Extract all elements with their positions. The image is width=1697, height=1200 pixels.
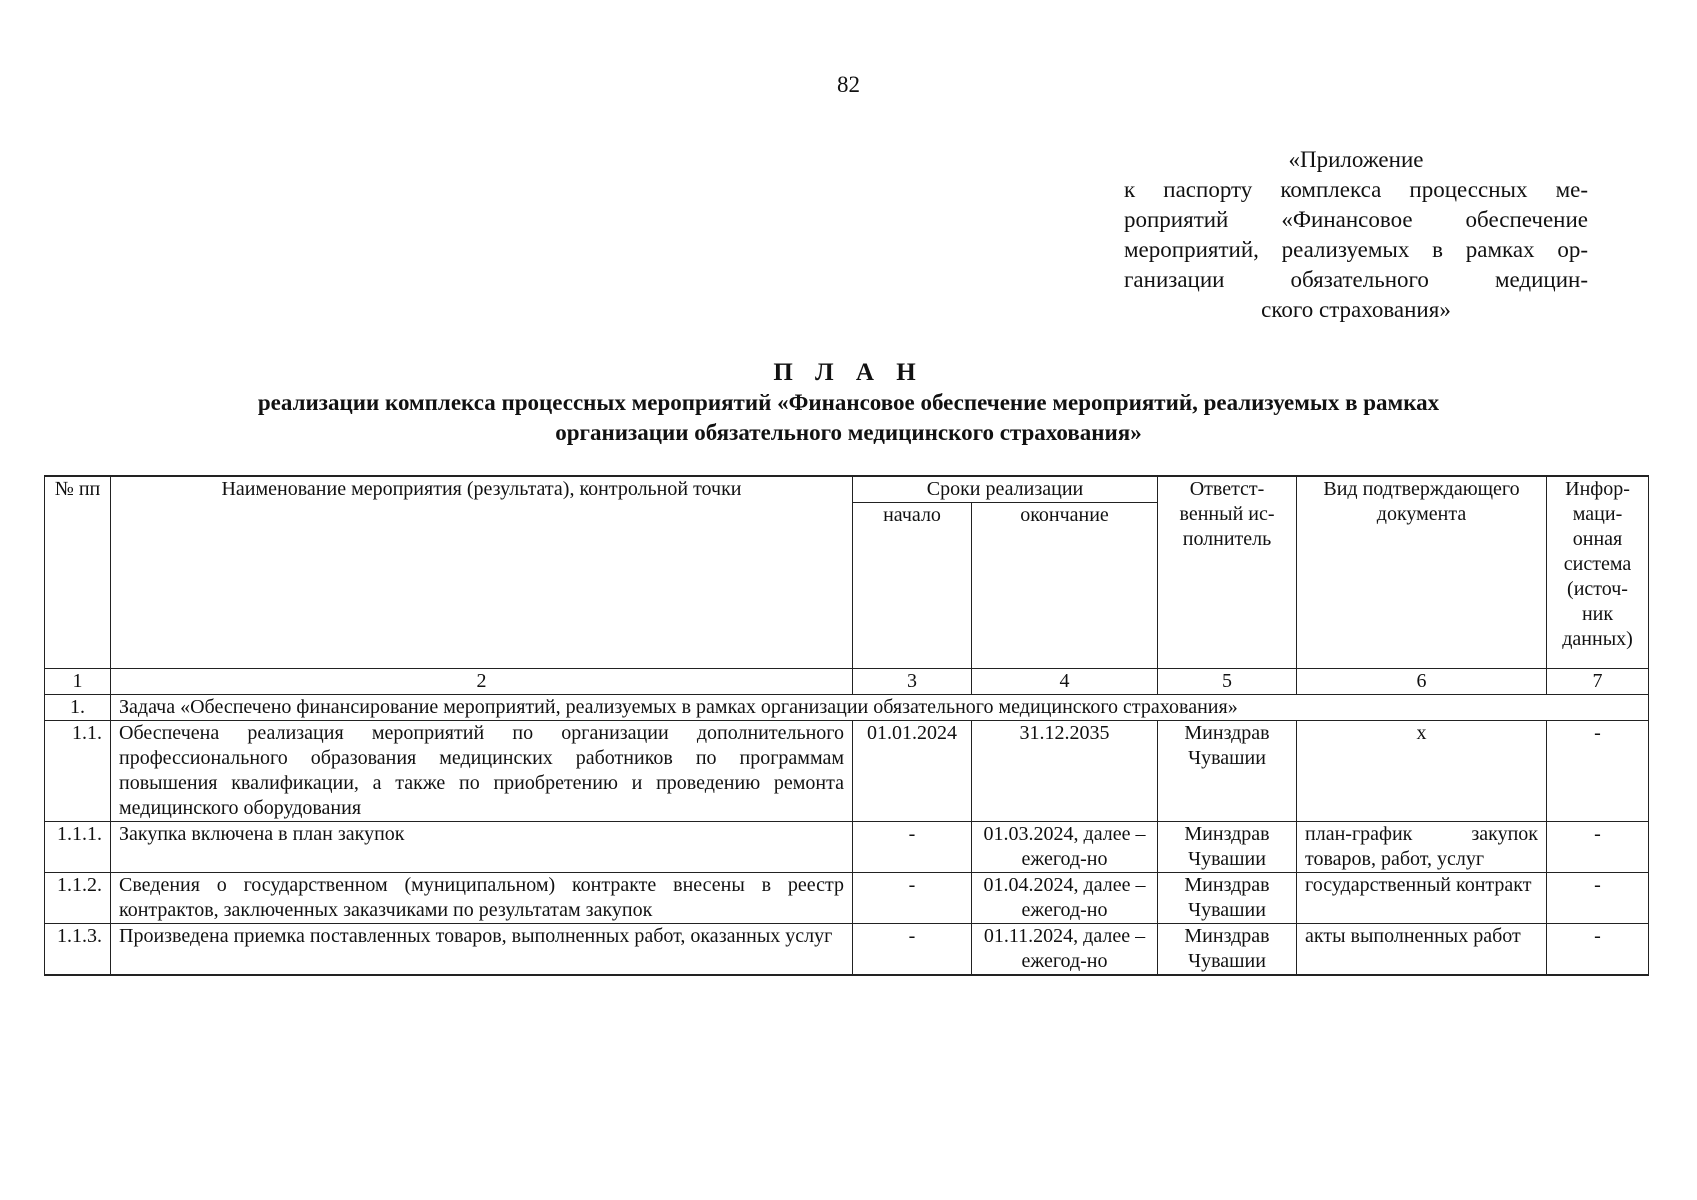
row-document: план-график закупок товаров, работ, услуг <box>1297 822 1547 873</box>
row-start: - <box>853 924 972 976</box>
row-responsible: Минздрав Чувашии <box>1158 924 1297 976</box>
document-title <box>0 358 1697 448</box>
column-number: 5 <box>1158 669 1297 695</box>
row-end: 01.11.2024, далее – ежегод-но <box>972 924 1158 976</box>
appendix-title: «Приложение <box>1288 147 1424 172</box>
column-number: 4 <box>972 669 1158 695</box>
row-start: 01.01.2024 <box>853 721 972 822</box>
plan-table <box>44 475 1649 976</box>
appendix-line: ганизации обязательного медицин- <box>1124 267 1588 292</box>
row-responsible: Минздрав Чувашии <box>1158 822 1297 873</box>
row-responsible: Минздрав Чувашии <box>1158 873 1297 924</box>
appendix-line: роприятий «Финансовое обеспечение <box>1124 207 1588 232</box>
column-numbers-row <box>45 669 1649 695</box>
row-start: - <box>853 822 972 873</box>
row-document: х <box>1297 721 1547 822</box>
title-line: реализации комплекса процессных мероприятий «Финансовое обеспечение мероприятий, реализуемых в рамках <box>257 390 1440 415</box>
header-dates: Сроки реализации <box>853 476 1158 503</box>
row-name: Произведена приемка поставленных товаров, выполненных работ, оказанных услуг <box>111 924 853 976</box>
header-info-system: Инфор-маци-онная система (источ-ник данных) <box>1547 476 1649 669</box>
row-info: - <box>1547 822 1649 873</box>
row-info: - <box>1547 924 1649 976</box>
row-num: 1.1.2. <box>45 873 111 924</box>
page-number: 82 <box>837 72 860 97</box>
header-num: № пп <box>45 476 111 669</box>
row-name: Обеспечена реализация мероприятий по организации дополнительного профессионального образования медицинских работников по программам повышения квалификации, а также по приобретению и проведению ремонта медицинского оборудования <box>111 721 853 822</box>
task-num: 1. <box>45 695 111 721</box>
row-end: 01.03.2024, далее – ежегод-но <box>972 822 1158 873</box>
row-num: 1.1.1. <box>45 822 111 873</box>
column-number: 3 <box>853 669 972 695</box>
column-number: 1 <box>45 669 111 695</box>
row-info: - <box>1547 873 1649 924</box>
task-text-content: Задача «Обеспечено финансирование мероприятий, реализуемых в рамках организации обязательного медицинского страхования» <box>119 696 1238 718</box>
row-info: - <box>1547 721 1649 822</box>
row-start: - <box>853 873 972 924</box>
task-text <box>111 695 1649 721</box>
row-end: 01.04.2024, далее – ежегод-но <box>972 873 1158 924</box>
table-row <box>45 822 1649 873</box>
appendix-line: к паспорту комплекса процессных ме- <box>1124 177 1588 202</box>
column-number: 7 <box>1547 669 1649 695</box>
row-end: 31.12.2035 <box>972 721 1158 822</box>
header-responsible: Ответст-венный ис-полнитель <box>1158 476 1297 669</box>
table-row <box>45 873 1649 924</box>
header-document: Вид подтверждающего документа <box>1297 476 1547 669</box>
column-number: 2 <box>111 669 853 695</box>
task-row <box>45 695 1649 721</box>
row-num: 1.1.3. <box>45 924 111 976</box>
column-number: 6 <box>1297 669 1547 695</box>
appendix-line: мероприятий, реализуемых в рамках ор- <box>1124 237 1588 262</box>
row-num: 1.1. <box>45 721 111 822</box>
row-name: Сведения о государственном (муниципальном) контракте внесены в реестр контрактов, заключенных заказчиками по результатам закупок <box>111 873 853 924</box>
table-row <box>45 924 1649 976</box>
row-document: акты выполненных работ <box>1297 924 1547 976</box>
row-document: государственный контракт <box>1297 873 1547 924</box>
row-name: Закупка включена в план закупок <box>111 822 853 873</box>
title-line: организации обязательного медицинского страхования» <box>555 420 1142 445</box>
appendix-note <box>1124 145 1588 325</box>
appendix-line: ского страхования» <box>1261 297 1451 322</box>
header-name: Наименование мероприятия (результата), контрольной точки <box>111 476 853 669</box>
title-plan: П Л А Н <box>773 359 924 386</box>
row-responsible: Минздрав Чувашии <box>1158 721 1297 822</box>
header-start: начало <box>853 503 972 669</box>
header-end: окончание <box>972 503 1158 669</box>
table-row <box>45 721 1649 822</box>
